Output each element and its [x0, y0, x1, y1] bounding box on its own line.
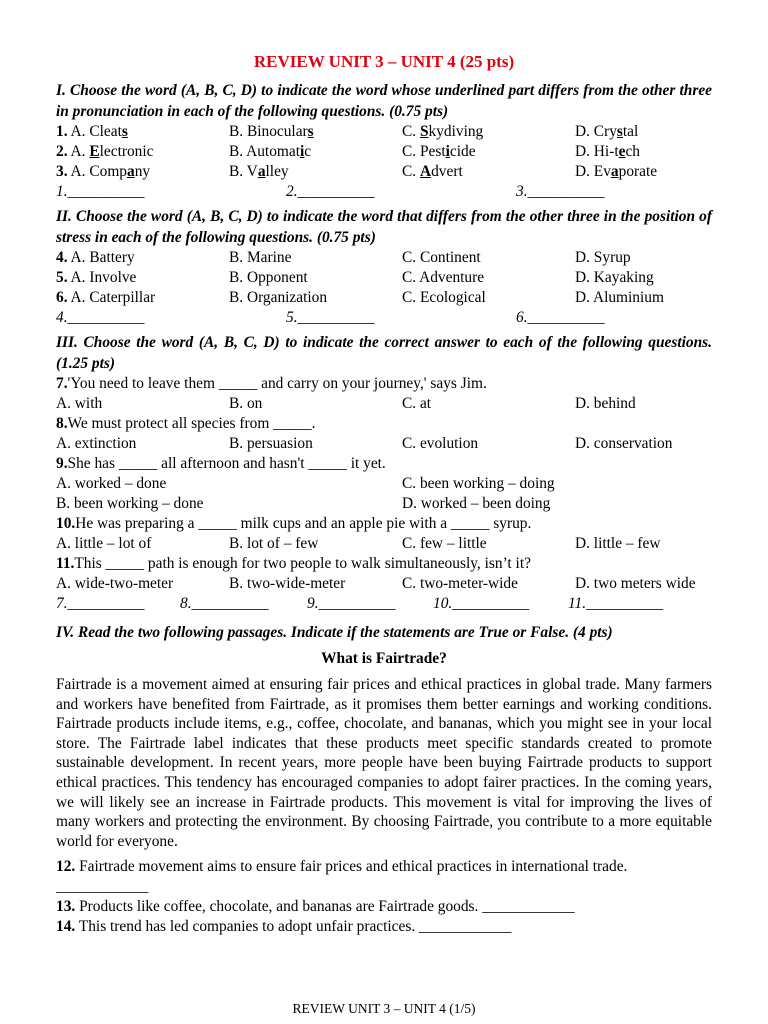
q2-number: 2. — [56, 143, 68, 160]
q8-option-d: D. conservation — [575, 435, 673, 452]
q3-a-underlined: a — [126, 163, 135, 180]
q2-a-underlined: E — [89, 143, 100, 160]
q9-option-b: B. been working – done — [56, 495, 204, 512]
question-2 — [56, 142, 712, 162]
q4-option-b: B. Marine — [229, 249, 292, 266]
question-8-stem — [56, 414, 712, 434]
q3-c-underlined: A — [419, 163, 432, 180]
q11-option-d: D. two meters wide — [575, 575, 696, 592]
section-2-heading: II. Choose the word (A, B, C, D) to indicate the word that differs from the other three in the position of stress in each of the following questions. (0.75 pts) — [56, 208, 712, 246]
question-8-options — [56, 434, 712, 454]
q5-option-b: B. Opponent — [229, 269, 308, 286]
statement-14 — [56, 917, 712, 937]
question-11-stem — [56, 554, 712, 574]
page-title: REVIEW UNIT 3 – UNIT 4 (25 pts) — [253, 52, 515, 71]
q1-b-underlined: s — [307, 123, 314, 140]
q1-number: 1. — [56, 123, 68, 140]
statement-12 — [56, 857, 712, 897]
q3-c-text: C. — [402, 163, 420, 180]
q8-text: We must protect all species from _____. — [67, 415, 316, 432]
q10-number: 10. — [56, 515, 76, 532]
answer-blank-4[interactable]: 4.__________ — [56, 309, 145, 326]
q7-number: 7. — [56, 375, 68, 392]
q5-a-text: A. Involve — [67, 269, 137, 286]
q4-option-a — [56, 248, 229, 268]
q10-option-a: A. little – lot of — [56, 535, 152, 552]
question-10-stem — [56, 514, 712, 534]
statement-13 — [56, 897, 712, 917]
q3-b-underlined: a — [257, 163, 266, 180]
passage-title: What is Fairtrade? — [321, 650, 447, 667]
q9-option-c: C. been working – doing — [402, 475, 555, 492]
answer-blank-3[interactable]: 3.__________ — [516, 183, 605, 200]
question-7-stem — [56, 374, 712, 394]
answer-blank-6[interactable]: 6.__________ — [516, 309, 605, 326]
q1-d-underlined: s — [616, 123, 623, 140]
answer-blank-2[interactable]: 2.__________ — [286, 183, 375, 200]
q1-d-text: D. Cry — [575, 123, 617, 140]
q6-option-a — [56, 288, 229, 308]
q6-option-b: B. Organization — [229, 289, 328, 306]
q6-option-c: C. Ecological — [402, 289, 486, 306]
q1-option-a — [56, 122, 229, 142]
question-4 — [56, 248, 712, 268]
q1-option-d — [575, 122, 638, 142]
q7-option-a: A. with — [56, 395, 103, 412]
answer-blank-1[interactable]: 1.__________ — [56, 183, 145, 200]
question-3 — [56, 162, 712, 182]
q11-option-a: A. wide-two-meter — [56, 575, 174, 592]
question-9-options-bd — [56, 494, 712, 514]
q6-a-text: A. Caterpillar — [67, 289, 156, 306]
q10-text: He was preparing a _____ milk cups and an apple pie with a _____ syrup. — [75, 515, 532, 532]
q2-a-text: A. — [67, 143, 90, 160]
q4-a-text: A. Battery — [67, 249, 135, 266]
q3-d-rest: porate — [618, 163, 658, 180]
answer-blank-8[interactable]: 8.__________ — [180, 595, 269, 612]
q5-number: 5. — [56, 269, 68, 286]
question-10-options — [56, 534, 712, 554]
q3-b-rest: lley — [265, 163, 289, 180]
q5-option-c: C. Adventure — [402, 269, 485, 286]
answer-blank-11[interactable]: 11.__________ — [568, 595, 664, 612]
answer-blanks-1-3 — [56, 182, 712, 202]
q3-option-a — [56, 162, 229, 182]
q1-a-underlined: s — [121, 123, 128, 140]
question-6 — [56, 288, 712, 308]
q2-option-d — [575, 142, 640, 162]
q3-option-b — [229, 162, 402, 182]
q4-option-c: C. Continent — [402, 249, 481, 266]
q11-option-c: C. two-meter-wide — [402, 575, 518, 592]
q11-option-b: B. two-wide-meter — [229, 575, 346, 592]
q10-option-c: C. few – little — [402, 535, 487, 552]
q2-b-text: B. Automat — [229, 143, 300, 160]
q1-option-b — [229, 122, 402, 142]
q11-text: This _____ path is enough for two people to walk simultaneously, isn’t it? — [74, 555, 531, 572]
q2-c-text: C. Pest — [402, 143, 446, 160]
q5-option-a — [56, 268, 229, 288]
q12-number: 12. — [56, 858, 76, 876]
q2-d-text: D. Hi-t — [575, 143, 619, 160]
q7-option-d: D. behind — [575, 395, 636, 412]
answer-blank-10[interactable]: 10.__________ — [433, 595, 530, 612]
question-1 — [56, 122, 712, 142]
q14-number: 14. — [56, 918, 76, 936]
q9-option-d: D. worked – been doing — [402, 495, 551, 512]
page-footer: REVIEW UNIT 3 – UNIT 4 (1/5) — [292, 1001, 476, 1016]
answer-blank-5[interactable]: 5.__________ — [286, 309, 375, 326]
q3-number: 3. — [56, 163, 68, 180]
question-5 — [56, 268, 712, 288]
q7-option-c: C. at — [402, 395, 432, 412]
q14-text: This trend has led companies to adopt unfair practices. ____________ — [75, 918, 512, 936]
q1-a-plain: t — [117, 123, 122, 140]
section-4-heading: IV. Read the two following passages. Indicate if the statements are True or False. (4 pts) — [56, 624, 613, 641]
q13-number: 13. — [56, 898, 76, 916]
answer-blank-9[interactable]: 9.__________ — [307, 595, 396, 612]
question-9-options-ac — [56, 474, 712, 494]
answer-blanks-7-11 — [56, 594, 712, 614]
q4-number: 4. — [56, 249, 68, 266]
q2-d-underlined: e — [618, 143, 626, 160]
q3-d-text: D. Ev — [575, 163, 611, 180]
question-11-options — [56, 574, 712, 594]
q2-b-underlined: i — [299, 143, 305, 160]
q8-option-b: B. persuasion — [229, 435, 313, 452]
q6-number: 6. — [56, 289, 68, 306]
question-7-options — [56, 394, 712, 414]
q10-option-d: D. little – few — [575, 535, 661, 552]
passage-text: Fairtrade is a movement aimed at ensuring fair prices and ethical practices in global trade. Many farmers and workers have benefited from Fairtrade, as it promises them better earnings and working conditions. Fairtrade products include items, e.g., coffee, chocolate, and bananas, which you might see in your local store. The Fairtrade label indicates that these products meet specific standards created to promote sustainable development. In recent years, more people have been buying Fairtrade products to support ethical practices. This tendency has encouraged companies to adopt fairer practices. In the coming years, we will likely see an increase in Fairtrade products. This movement is vital for improving the lives of many workers and protecting the environment. By choosing Fairtrade, you contribute to a more equitable world for everyone. — [56, 676, 712, 850]
q13-text: Products like coffee, chocolate, and bananas are Fairtrade goods. ____________ — [75, 898, 575, 916]
q8-option-a: A. extinction — [56, 435, 137, 452]
q1-c-text: C. — [402, 123, 420, 140]
q12-text: Fairtrade movement aims to ensure fair prices and ethical practices in international trade. — [75, 858, 628, 876]
q1-option-c — [402, 122, 575, 142]
q9-text: She has _____ all afternoon and hasn't _____ it yet. — [67, 455, 386, 472]
q10-option-b: B. lot of – few — [229, 535, 319, 552]
question-9-stem — [56, 454, 712, 474]
q3-c-rest: dvert — [431, 163, 463, 180]
q4-option-d: D. Syrup — [575, 249, 631, 266]
q2-option-c — [402, 142, 575, 162]
q1-c-rest: kydiving — [428, 123, 484, 140]
answer-blank-7[interactable]: 7.__________ — [56, 595, 145, 612]
q1-c-underlined: S — [419, 123, 429, 140]
q5-option-d: D. Kayaking — [575, 269, 654, 286]
q9-option-a: A. worked – done — [56, 475, 167, 492]
q2-option-a — [56, 142, 229, 162]
section-3-heading: III. Choose the word (A, B, C, D) to indicate the correct answer to each of the following questions. (1.25 pts) — [56, 334, 712, 372]
q8-option-c: C. evolution — [402, 435, 479, 452]
q2-c-rest: cide — [449, 143, 476, 160]
q3-a-rest: ny — [134, 163, 151, 180]
q1-a-text: A. Clea — [67, 123, 118, 140]
q2-option-b — [229, 142, 402, 162]
q7-text: 'You need to leave them _____ and carry on your journey,' says Jim. — [67, 375, 487, 392]
section-1-heading: I. Choose the word (A, B, C, D) to indicate the word whose underlined part differs from the other three in pronunciation in each of the following questions. (0.75 pts) — [56, 82, 712, 120]
q2-b-rest: c — [304, 143, 312, 160]
q2-d-rest: ch — [625, 143, 640, 160]
q1-d-rest: tal — [622, 123, 639, 140]
q2-c-underlined: i — [445, 143, 450, 160]
q8-number: 8. — [56, 415, 68, 432]
q3-b-text: B. V — [229, 163, 258, 180]
q1-b-text: B. Binocular — [229, 123, 308, 140]
q3-option-c — [402, 162, 575, 182]
q3-a-text: A. Comp — [67, 163, 127, 180]
q3-option-d — [575, 162, 657, 182]
q12-blank[interactable]: ____________ — [56, 878, 149, 896]
q3-d-underlined: a — [610, 163, 619, 180]
q2-a-rest: lectronic — [99, 143, 154, 160]
q6-option-d: D. Aluminium — [575, 289, 664, 306]
q7-option-b: B. on — [229, 395, 263, 412]
answer-blanks-4-6 — [56, 308, 712, 328]
q11-number: 11. — [56, 555, 75, 572]
q9-number: 9. — [56, 455, 68, 472]
